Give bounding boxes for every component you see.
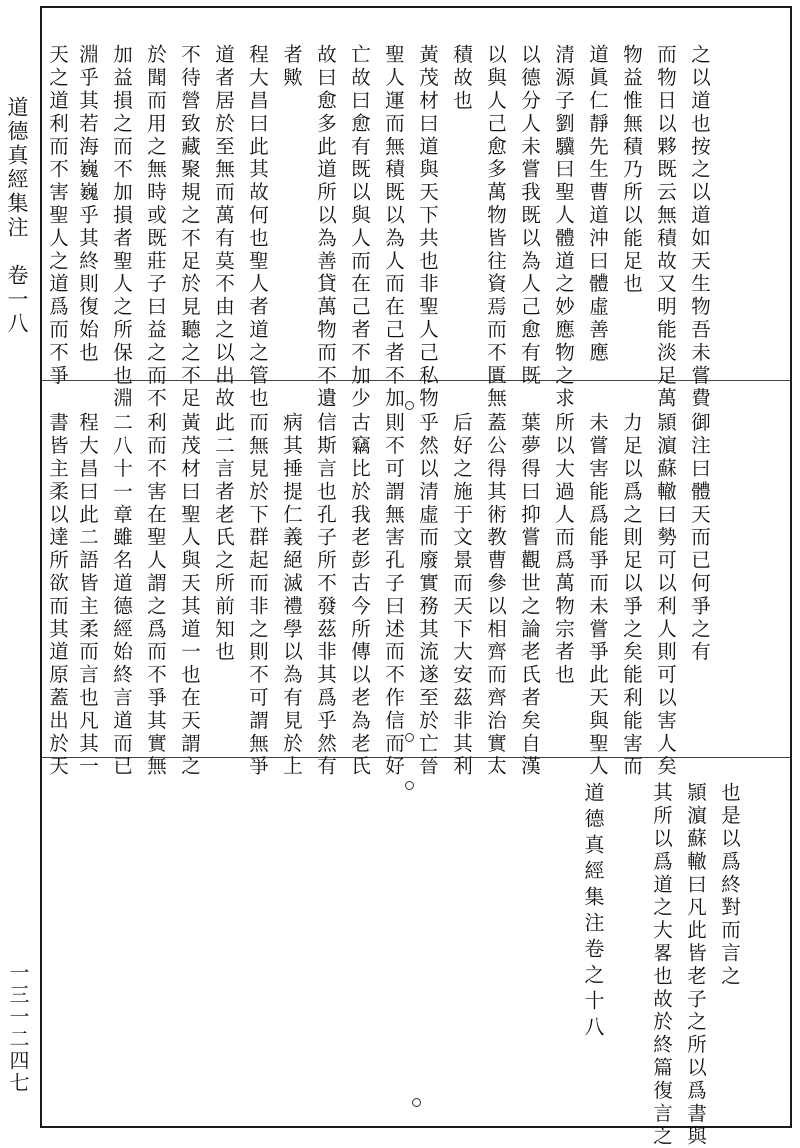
text-column: 以與人己愈多萬物皆往資焉而不匱無 [484, 44, 507, 411]
book-title-text: 道德真經集注 [5, 96, 29, 240]
text-column: 葉夢得曰抑嘗觀世之論老氏者矣自漢 [518, 412, 541, 779]
text-column: 之以道也按之以道如天生物吾未嘗費 [688, 44, 711, 411]
text-column: 力足以爲之則足以爭之矣能利能害而 [620, 412, 643, 779]
text-column: 天之道利而不害聖人之道爲而不爭 [46, 44, 69, 388]
text-column: 則不可謂無害孔子曰述而不作信而好 [382, 412, 405, 779]
text-column: 以德分人未嘗我既以為人己愈有既 [518, 44, 541, 388]
text-column: 於聞而用之無時或既莊子曰益之而不 [144, 44, 167, 411]
text-column: 病其捶提仁義絕滅禮學以為有見於上 [280, 412, 303, 779]
text-column: 利而不害在聖人謂之爲而不爭其實無 [144, 412, 167, 779]
text-column: 道眞仁靜先生曹道沖曰體虛善應 [586, 44, 609, 365]
binding-hole [405, 733, 414, 742]
text-column: 信斯言也孔子所不發茲非其爲乎然有 [314, 412, 337, 779]
text-column: 聖人運而無積既以為人而在己者不加 [382, 44, 405, 411]
text-column: 后好之施于文景而天下大安茲非其利 [450, 412, 473, 779]
text-column: 加益損之而不加損者聖人之所保也淵 [110, 44, 133, 411]
text-column: 蓋公得其術教曹參以相齊而齊治實太 [484, 412, 507, 779]
text-column: 乎然以清虛而廢實務其流遂至於亡晉 [416, 412, 439, 779]
volume-text: 卷一八 [5, 264, 29, 336]
text-column: 道者居於至無而萬有莫不由之以出故 [212, 44, 235, 411]
binding-hole [405, 401, 414, 410]
text-column: 其所以爲道之大畧也故於終篇復言之 [650, 782, 673, 1148]
text-column: 亡故曰愈有既以與人而在己者不加少 [348, 44, 371, 411]
text-column: 積故也 [450, 44, 473, 113]
text-column: 頴濵蘇轍曰勢可以利人則可以害人矣 [654, 412, 677, 779]
margin-page-number: 一三一二四七 [6, 962, 30, 1094]
text-column: 頴濵蘇轍曰凡此皆老子之所以爲書與 [684, 782, 707, 1148]
text-column: 故曰愈多此道所以為善貸萬物而不遺 [314, 44, 337, 411]
text-column: 此二言者老氏之所前知也 [212, 412, 235, 664]
text-column: 者歟 [280, 44, 303, 90]
text-column: 二八十一章雖名道德經始終言道而已 [110, 412, 133, 779]
text-column: 未嘗害能爲能爭而未嘗爭此天與聖人 [586, 412, 609, 779]
text-column: 物益惟無積乃所以能足也 [620, 44, 643, 296]
text-column: 不待營致藏聚規之不足於見聽之不足 [178, 44, 201, 411]
binding-hole [412, 1098, 421, 1107]
end-title: 道德真經集注卷之十八 [581, 782, 605, 1042]
margin-book-title [4, 96, 30, 336]
text-column: 淵乎其若海巍巍乎其終則復始也 [76, 44, 99, 365]
text-column: 而物日以夥既云無積故又明能淡足萬 [654, 44, 677, 411]
text-column: 書皆主柔以達所欲而其道原蓋出於天 [46, 412, 69, 779]
binding-hole [405, 781, 414, 790]
text-column: 古竊比於我老彭古今所傳以老為老氏 [348, 412, 371, 779]
text-column: 所以大過人而爲萬物宗者也 [552, 412, 575, 687]
text-column: 程大昌曰此其故何也聖人者道之管也 [246, 44, 269, 411]
text-column: 黃茂材曰聖人與天其道一也在天謂之 [178, 412, 201, 779]
text-column: 而無見於下群起而非之則不可謂無爭 [246, 412, 269, 779]
text-column: 也是以爲終對而言之 [718, 782, 741, 989]
text-column: 清源子劉驥曰聖人體道之妙應物之求 [552, 44, 575, 411]
text-column: 程大昌曰此二語皆主柔而言也凡其一 [76, 412, 99, 779]
text-column: 黃茂材曰道與天下共也非聖人己私物 [416, 44, 439, 411]
text-column: 御注曰體天而已何爭之有 [688, 412, 711, 664]
